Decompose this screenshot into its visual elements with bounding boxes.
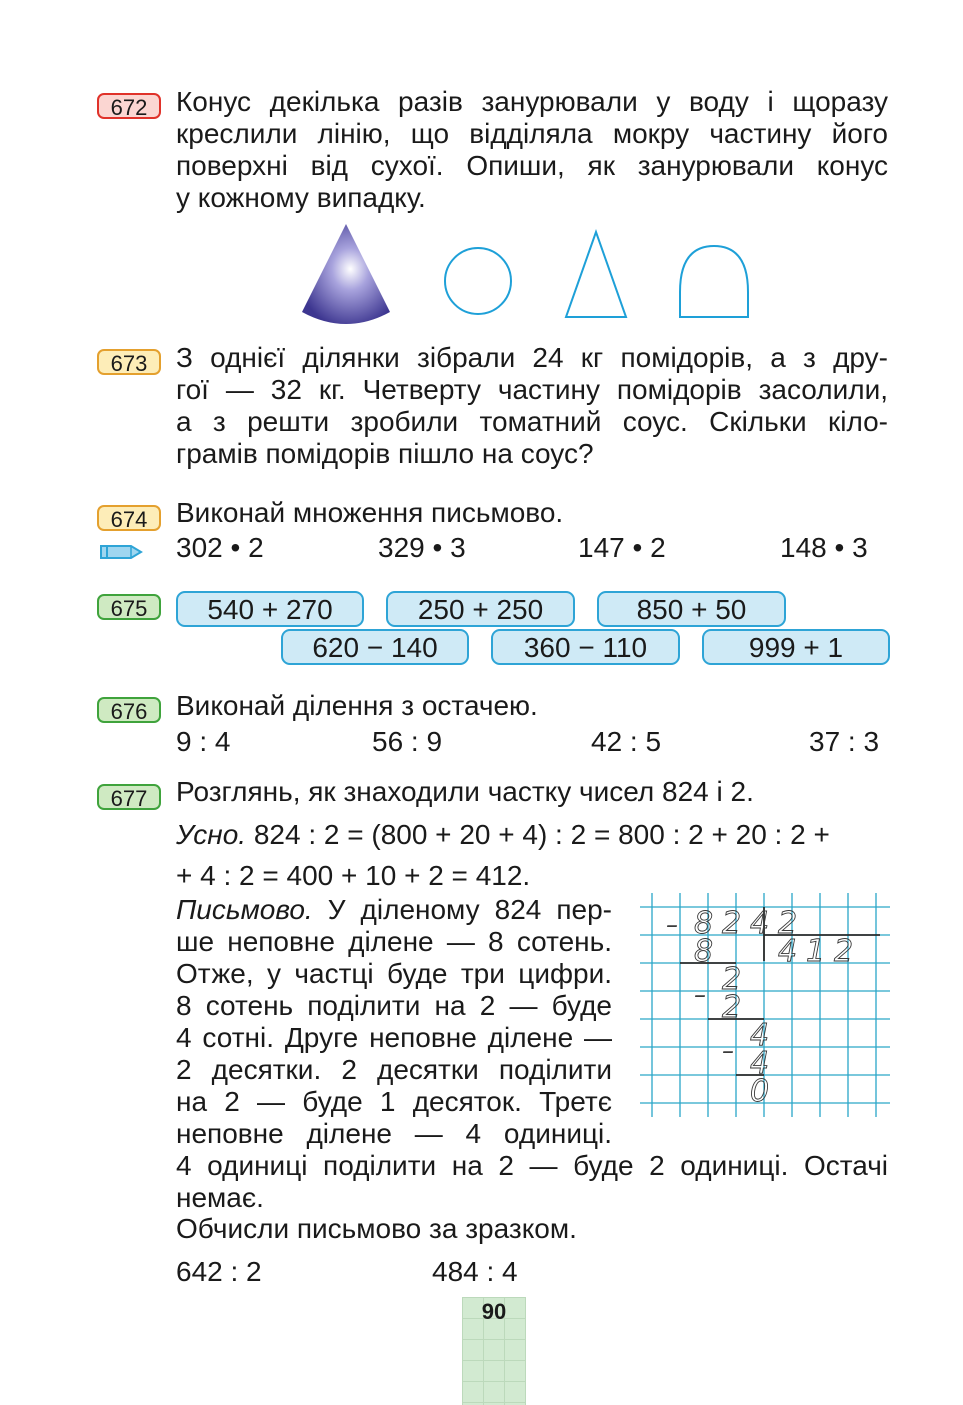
task-673-line: грамів помідорів пішло на соус? — [176, 438, 594, 469]
step-digit: 8 — [694, 934, 714, 969]
expression: 148 • 3 — [780, 532, 868, 563]
minus-sign: – — [722, 1037, 734, 1065]
step-digit: 2 — [722, 962, 742, 997]
pencil-icon — [97, 540, 145, 564]
written-line: 2 десятки. 2 десятки поділити — [176, 1054, 612, 1085]
quotient-digit: 2 — [834, 934, 854, 969]
written-label: Письмово. — [176, 894, 313, 925]
expression: 329 • 3 — [378, 532, 466, 563]
long-division-grid — [640, 893, 890, 1117]
dividend-digit: 4 — [750, 906, 770, 941]
circle-section-icon — [445, 248, 511, 314]
expression: 302 • 2 — [176, 532, 264, 563]
task-677-written-text — [176, 894, 612, 1150]
wide-line: 4 одиниці поділити на 2 — буде 2 одиниці. Остачі — [176, 1150, 888, 1181]
expression: 37 : 3 — [809, 726, 880, 757]
task-672-line: Конус декілька разів занурювали у воду і щоразу — [176, 86, 888, 117]
written-line: ше неповне ділене — 8 сотень. — [176, 926, 612, 957]
expression: 9 : 4 — [176, 726, 231, 757]
task-673-line: а з решти зробили томатний соус. Скільки кіло- — [176, 406, 888, 437]
task-677-wide-text — [176, 1150, 888, 1214]
task-677-oral-line — [176, 819, 830, 851]
written-first-text: У діленому 824 пер- — [312, 894, 612, 925]
task-number-674: 674 — [97, 505, 161, 531]
task-676-expressions — [176, 726, 888, 758]
solid-cone-icon — [302, 224, 390, 324]
dividend-digit: 8 — [694, 906, 714, 941]
task-674-expressions — [176, 532, 888, 564]
parabola-section-icon — [680, 246, 748, 317]
expression: 147 • 2 — [578, 532, 666, 563]
step-digit: 0 — [750, 1074, 770, 1109]
wide-line: немає. — [176, 1182, 264, 1213]
expression-card: 540 + 270 — [176, 591, 364, 627]
task-673-line: гої — 32 кг. Четверту частину помідорів засолили, — [176, 374, 888, 405]
task-number-673: 673 — [97, 349, 161, 375]
written-line: 4 сотні. Друге неповне ділене — — [176, 1022, 612, 1053]
expression-card: 850 + 50 — [597, 591, 786, 627]
divisor-digit: 2 — [778, 906, 798, 941]
step-digit: 4 — [750, 1046, 770, 1081]
written-first-line — [176, 894, 612, 926]
task-677-intro: Розглянь, як знаходили частку чисел 824 і 2. — [176, 776, 754, 807]
task-number-675: 675 — [97, 594, 161, 620]
task-number-676: 676 — [97, 697, 161, 723]
task-672-line: поверхні від сухої. Опиши, як занурювали конус — [176, 150, 888, 181]
oral-label: Усно. — [176, 819, 247, 850]
task-673-line: З однієї ділянки зібрали 24 кг помідорів, а з дру- — [176, 342, 888, 373]
step-digit: 2 — [722, 990, 742, 1025]
quotient-digit: 1 — [806, 934, 826, 969]
expression: 42 : 5 — [591, 726, 662, 757]
expression-card: 250 + 250 — [386, 591, 575, 627]
triangle-section-icon — [566, 232, 626, 317]
step-digit: 4 — [750, 1018, 770, 1053]
dividend-digit: 2 — [722, 906, 742, 941]
task-number-677: 677 — [97, 784, 161, 810]
expression: 56 : 9 — [372, 726, 443, 757]
page-number: 90 — [481, 1299, 507, 1324]
oral-expression: 824 : 2 = (800 + 20 + 4) : 2 = 800 : 2 + 20 : 2 + — [246, 819, 830, 850]
written-line: 8 сотень поділити на 2 — буде — [176, 990, 612, 1021]
task-672-line: креслили лінію, що відділяла мокру частину його — [176, 118, 888, 149]
task-677-instruction: Обчисли письмово за зразком. — [176, 1213, 577, 1244]
task-676-text: Виконай ділення з остачею. — [176, 690, 538, 721]
quotient-digit: 4 — [778, 934, 798, 969]
task-number-672: 672 — [97, 93, 161, 119]
expression-card: 999 + 1 — [702, 629, 890, 665]
expression-card: 620 − 140 — [281, 629, 469, 665]
minus-sign: – — [666, 911, 678, 939]
minus-sign: – — [694, 981, 706, 1009]
exercise: 642 : 2 — [176, 1256, 262, 1287]
expression-card: 360 − 110 — [491, 629, 680, 665]
task-673-text — [176, 342, 888, 470]
exercise: 484 : 4 — [432, 1256, 518, 1287]
task-672-text — [176, 86, 888, 214]
task-674-text: Виконай множення письмово. — [176, 497, 564, 528]
task-677-exercises — [176, 1256, 676, 1288]
cone-illustrations — [296, 220, 756, 332]
written-line: Отже, у частці буде три цифри. — [176, 958, 612, 989]
task-672-line: у кожному випадку. — [176, 182, 426, 213]
written-line: неповне ділене — 4 одиниці. — [176, 1118, 612, 1149]
written-line: на 2 — буде 1 десяток. Третє — [176, 1086, 612, 1117]
task-677-oral-line-2: + 4 : 2 = 400 + 10 + 2 = 412. — [176, 860, 531, 891]
